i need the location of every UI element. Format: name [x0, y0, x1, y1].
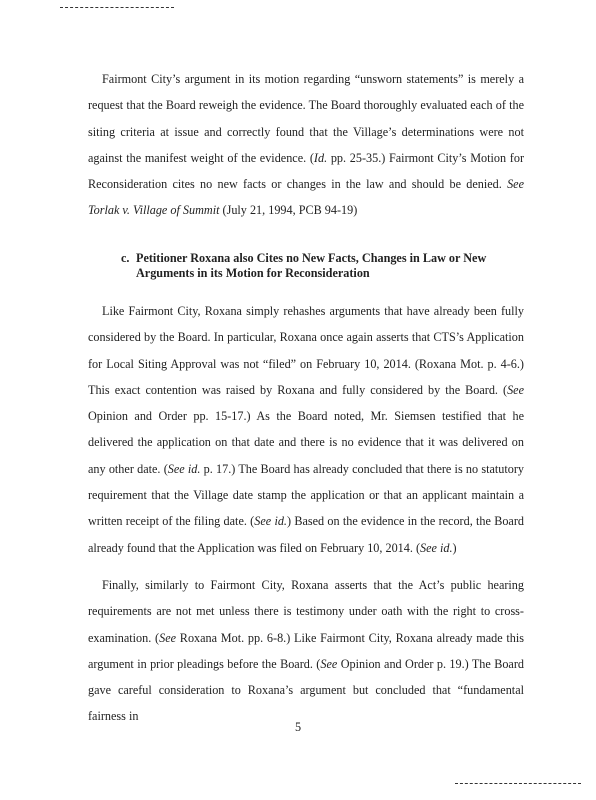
section-heading-c [121, 251, 521, 280]
paragraph-fairmont-argument: Fairmont City’s argument in its motion regarding “unsworn statements” is merely a request that the Board reweigh the evidence. The Board thoroughly evaluated each of the siting criteria at issue and correctly found that the Village’s determinations were not against the manifest weight of the evidence. (Id. pp. 25-35.) Fairmont City’s Motion for Reconsideration cites no new facts or changes in the law and should be denied. See Torlak v. Village of Summit (July 21, 1994, PCB 94-19) [88, 72, 525, 218]
top-rule [60, 7, 174, 8]
page-number: 5 [294, 720, 302, 734]
heading-line-2: Arguments in its Motion for Reconsideration [136, 265, 370, 280]
paragraph-roxana-hearing: Finally, similarly to Fairmont City, Roxana asserts that the Act’s public hearing requirements are not met unless there is testimony under oath with the right to cross-examination. (See Roxana Mot. pp. 6-8.) Like Fairmont City, Roxana already made this argument in prior pleadings before the Board. (See Opinion and Order p. 19.) The Board gave careful consideration to Roxana’s argument but concluded that “fundamental fairness in [88, 578, 524, 724]
paragraph-roxana-filing: Like Fairmont City, Roxana simply rehashes arguments that have already been fully considered by the Board. In particular, Roxana once again asserts that CTS’s Application for Local Siting Approval was not “filed” on February 10, 2014. (Roxana Mot. p. 4-6.) This exact contention was raised by Roxana and fully considered by the Board. (See Opinion and Order pp. 15-17.) As the Board noted, Mr. Siemsen testified that he delivered the application on that date and there is no evidence that it was delivered on any other date. (See id. p. 17.) The Board has already concluded that there is no statutory requirement that the Village date stamp the application or that an applicant maintain a written receipt of the filing date. (See id.) Based on the evidence in the record, the Board already found that the Application was filed on February 10, 2014. (See id.) [88, 304, 524, 555]
section-letter: c. [121, 251, 130, 265]
heading-line-1: Petitioner Roxana also Cites no New Facts, Changes in Law or New [136, 251, 487, 265]
bottom-rule [455, 783, 581, 784]
